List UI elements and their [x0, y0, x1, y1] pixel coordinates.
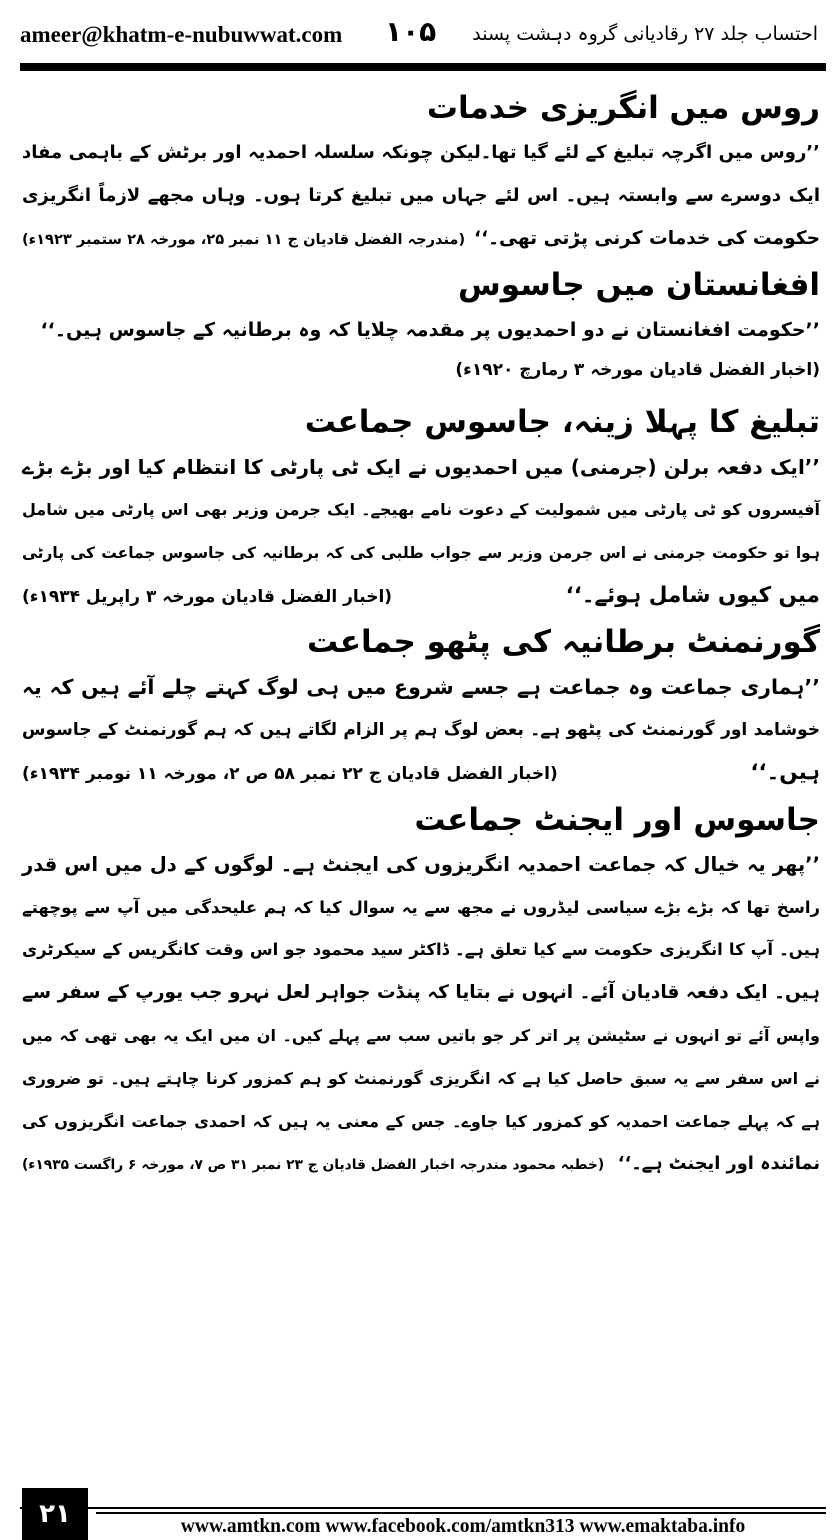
- quote-line: ’’ہماری جماعت وہ جماعت ہے جسے شروع میں ہی لوگ کہتے چلے آئے ہیں کہ یہ: [22, 675, 820, 700]
- source-reference: (اخبار الفضل قادیان مورخہ ۳ رمارچ ۱۹۲۰ء): [455, 360, 820, 381]
- quote-line: حکومت کی خدمات کرنی پڑتی تھی۔‘‘: [474, 227, 820, 249]
- section-russia: [22, 84, 820, 261]
- quote-line: میں کیوں شامل ہوئے۔‘‘: [565, 582, 820, 608]
- quote-line: ہیں۔‘‘: [750, 759, 820, 785]
- section-first-step: [22, 398, 820, 618]
- quote-line: آفیسروں کو ٹی پارٹی میں شمولیت کے دعوت نامے بھیجے۔ ایک جرمن وزیر بھی اس پارٹی میں شامل: [22, 499, 820, 519]
- section-puppet: [22, 618, 820, 795]
- quote-line: ’’ایک دفعہ برلن (جرمنی) میں احمدیوں نے ایک ٹی پارٹی کا انتظام کیا اور بڑے بڑے: [22, 455, 820, 480]
- section-agent: [22, 796, 820, 1187]
- header-page-number: ۱۰۵: [385, 15, 437, 48]
- header-email: ameer@khatm-e-nubuwwat.com: [20, 22, 343, 47]
- header-rule: [20, 63, 826, 71]
- quote-last-line-with-reference: [22, 575, 820, 619]
- section-heading: روس میں انگریزی خدمات: [426, 90, 820, 126]
- quote-line: راسخ تھا کہ بڑے بڑے سیاسی لیڈروں نے مجھ سے یہ سوال کیا کہ ہم علیحدگی میں آپ سے پوچھتے: [22, 897, 820, 917]
- quote-line: نمائندہ اور ایجنٹ ہے۔‘‘: [617, 1153, 820, 1175]
- quote-line: ہیں۔ ایک دفعہ قادیان آئے۔ انہوں نے بتایا کہ پنڈت جواہر لعل نہرو جب یورپ کے سفر سے: [22, 982, 820, 1004]
- section-heading: افغانستان میں جاسوس: [457, 267, 820, 304]
- source-reference: (اخبار الفضل قادیان ج ۲۲ نمبر ۵۸ ص ۲، مورخہ ۱۱ نومبر ۱۹۳۴ء): [22, 763, 558, 784]
- quote-line: ’’پھر یہ خیال کہ جماعت احمدیہ انگریزوں کی ایجنٹ ہے۔ لوگوں کے دل میں اس قدر: [22, 852, 820, 876]
- quote-line: ہوا تو حکومت جرمنی نے اس جرمن وزیر سے جواب طلبی کی کہ برطانیہ کی جاسوس جماعت کی پارٹی: [22, 543, 820, 562]
- footer-links: www.amtkn.com www.facebook.com/amtkn313 www.emaktaba.info: [180, 1516, 746, 1537]
- quote-last-line-with-reference: [22, 218, 820, 262]
- quote-line: ایک دوسرے سے وابستہ ہیں۔ اس لئے جہاں میں تبلیغ کرتا ہوں۔ وہاں مجھے لازماً انگریزی: [22, 184, 820, 206]
- quote-line: ’’حکومت افغانستان نے دو احمدیوں پر مقدمہ چلایا کہ وہ برطانیہ کے جاسوس ہیں۔‘‘: [40, 319, 820, 342]
- quote-line: واپس آئے تو انہوں نے سٹیشن پر اتر کر جو باتیں سب سے پہلے کیں۔ ان میں ایک یہ بھی تھی کہ میں: [22, 1025, 820, 1045]
- quote-last-line-with-reference: [22, 752, 820, 796]
- section-heading: تبلیغ کا پہلا زینہ، جاسوس جماعت: [304, 404, 820, 441]
- footer-rule: [20, 1507, 826, 1509]
- footer-page-box: ۲۱: [22, 1488, 88, 1540]
- quote-last-line-with-reference: [22, 1143, 820, 1187]
- source-reference: (خطبہ محمود مندرجہ اخبار الفضل قادیان ج ۲۳ نمبر ۳۱ ص ۷، مورخہ ۶ راگست ۱۹۳۵ء): [22, 1157, 605, 1174]
- header-book-title: احتساب جلد ۲۷ رقادیانی گروہ دہشت پسند: [472, 23, 818, 45]
- section-heading: جاسوس اور ایجنٹ جماعت: [414, 801, 820, 838]
- section-heading: گورنمنٹ برطانیہ کی پٹھو جماعت: [307, 624, 820, 661]
- page-body: [22, 84, 820, 1187]
- source-reference: (مندرجہ الفضل قادیان ج ۱۱ نمبر ۲۵، مورخہ ۲۸ ستمبر ۱۹۲۳ء): [22, 230, 466, 248]
- quote-line: نے اس سفر سے یہ سبق حاصل کیا ہے کہ انگریزی گورنمنٹ کو ہم کمزور کرنا چاہتے ہیں۔ تو ضروری: [22, 1068, 820, 1088]
- source-reference: (اخبار الفضل قادیان مورخہ ۳ راپریل ۱۹۳۴ء): [22, 586, 393, 607]
- quote-line: ہے کہ پہلے جماعت احمدیہ کو کمزور کیا جاوے۔ جس کے معنی یہ ہیں کہ احمدی جماعت انگریزوں کی: [22, 1111, 820, 1131]
- section-afghanistan: [22, 261, 820, 388]
- quote-line: خوشامد اور گورنمنٹ کی پٹھو ہے۔ بعض لوگ ہم پر الزام لگاتے ہیں کہ ہم گورنمنٹ کے جاسوس: [22, 720, 820, 741]
- quote-line: ہیں۔ آپ کا انگریزی حکومت سے کیا تعلق ہے۔ ڈاکٹر سید محمود جو اس وقت کانگریس کے سیکرٹری: [22, 940, 820, 960]
- quote-line: ’’روس میں اگرچہ تبلیغ کے لئے گیا تھا۔لیکن چونکہ سلسلہ احمدیہ اور برٹش کے باہمی مفاد: [22, 142, 820, 163]
